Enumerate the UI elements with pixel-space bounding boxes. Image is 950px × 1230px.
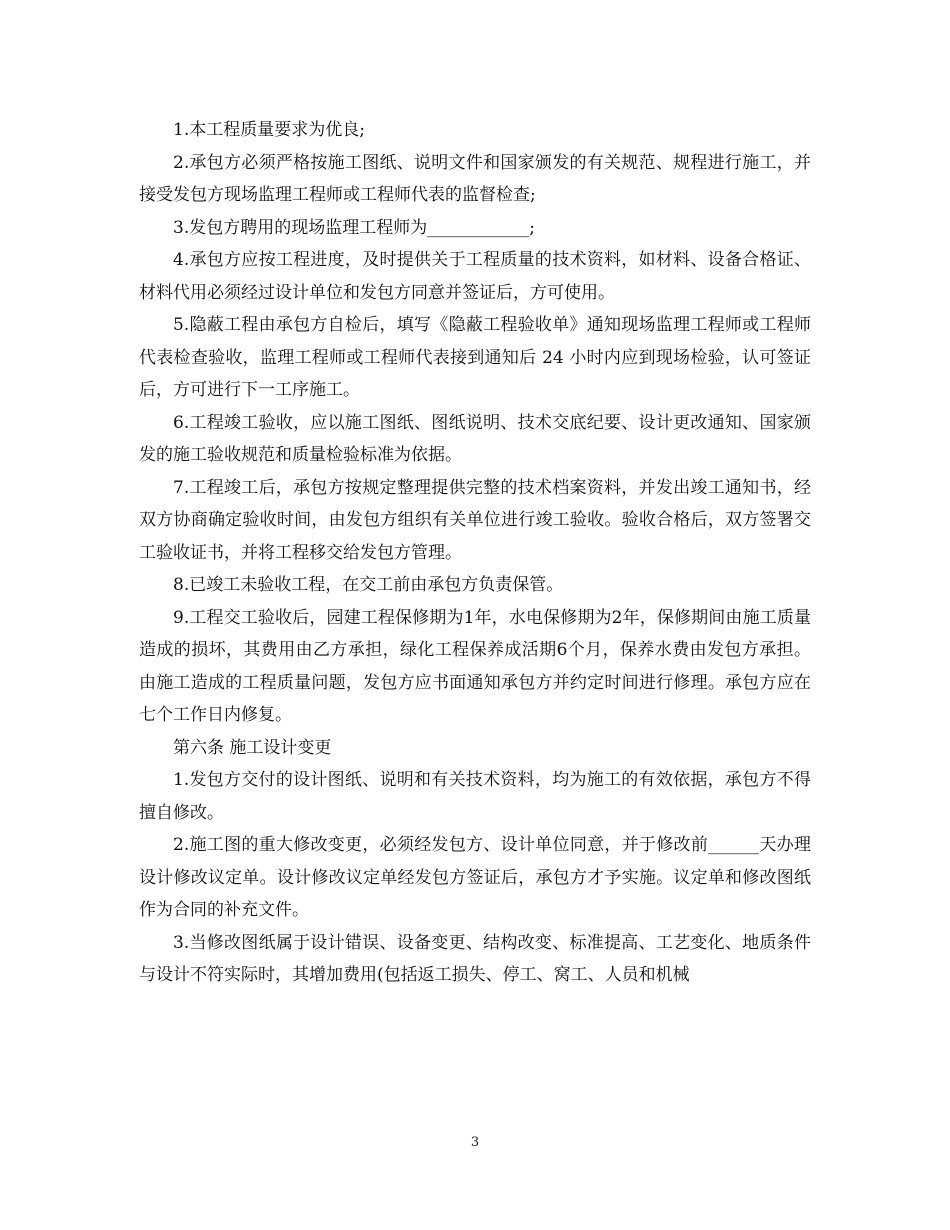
document-body <box>139 114 811 992</box>
paragraph-site-supervisor: 3.发包方聘用的现场监理工程师为____________; <box>173 217 535 238</box>
paragraph-technical-documents: 4.承包方应按工程进度，及时提供关于工程质量的技术资料，如材料、设备合格证、材料代用必须经过设计单位和发包方同意并签证后，方可使用。 <box>139 250 811 303</box>
paragraph-completion-archive: 7.工程竣工后，承包方按规定整理提供完整的技术档案资料，并发出竣工通知书，经双方协商确定验收时间，由发包方组织有关单位进行竣工验收。验收合格后，双方签署交工验收证书，并将工程移交给发包方管理。 <box>139 477 811 563</box>
paragraph-completion-acceptance: 6.工程竣工验收，应以施工图纸、图纸说明、技术交底纪要、设计更改通知、国家颁发的施工验收规范和质量检验标准为依据。 <box>139 412 811 465</box>
paragraph-custody: 8.已竣工未验收工程，在交工前由承包方负责保管。 <box>173 575 564 595</box>
paragraph-warranty: 9.工程交工验收后，园建工程保修期为1年，水电保修期为2年，保修期间由施工质量造成的损坏，其费用由乙方承担，绿化工程保养成活期6个月，保养水费由发包方承担。由施工造成的工程质量问题，发包方应书面通知承包方并约定时间进行修理。承包方应在七个工作日内修复。 <box>139 607 811 725</box>
paragraph-design-documents: 1.发包方交付的设计图纸、说明和有关技术资料，均为施工的有效依据，承包方不得擅自修改。 <box>139 770 811 823</box>
paragraph-construction-standards: 2.承包方必须严格按施工图纸、说明文件和国家颁发的有关规范、规程进行施工，并接受发包方现场监理工程师或工程师代表的监督检查; <box>139 152 811 205</box>
paragraph-quality-requirement: 1.本工程质量要求为优良; <box>173 120 365 140</box>
paragraph-major-changes: 2.施工图的重大修改变更，必须经发包方、设计单位同意，并于修改前______天办理设计修改议定单。设计修改议定单经发包方签证后，承包方才予实施。议定单和修改图纸作为合同的补充文件。 <box>139 835 811 920</box>
paragraph-change-costs: 3.当修改图纸属于设计错误、设备变更、结构改变、标准提高、工艺变化、地质条件与设计不符实际时，其增加费用(包括返工损失、停工、窝工、人员和机械 <box>139 932 811 985</box>
paragraph-concealed-works: 5.隐蔽工程由承包方自检后，填写《隐蔽工程验收单》通知现场监理工程师或工程师代表检查验收，监理工程师或工程师代表接到通知后 24 小时内应到现场检验，认可签证后，方可进行下一工序施工。 <box>139 315 811 400</box>
section-heading-article-six: 第六条 施工设计变更 <box>173 737 332 758</box>
page-number: 3 <box>470 1135 480 1150</box>
